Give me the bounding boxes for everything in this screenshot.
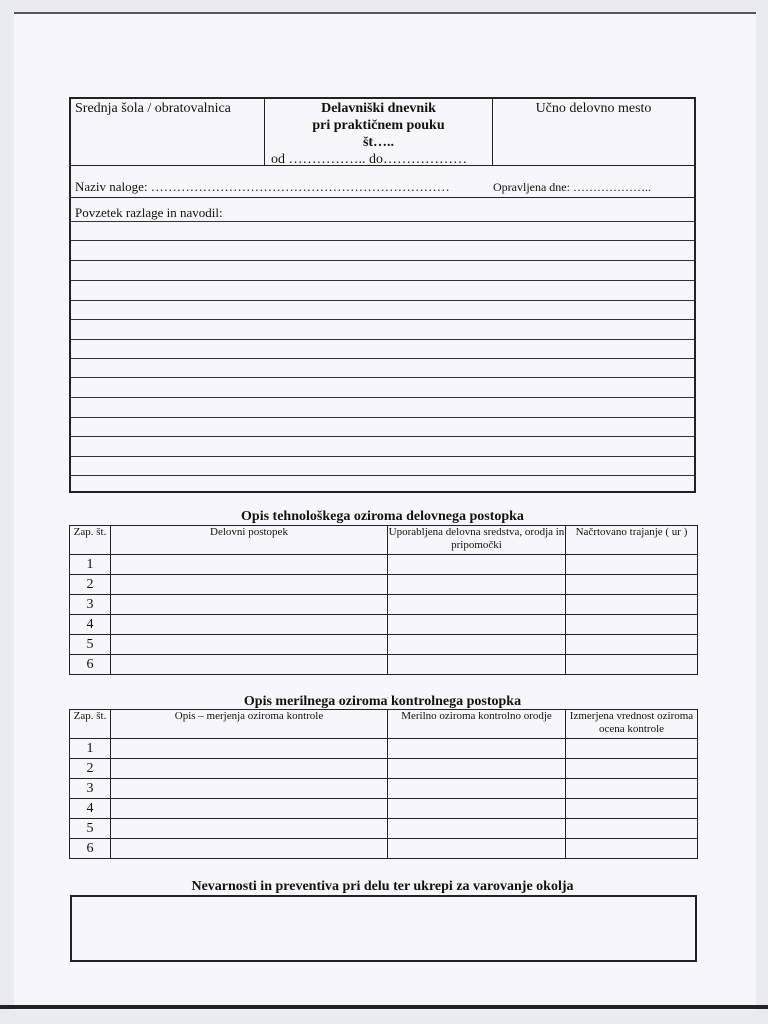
table-cell[interactable] — [566, 555, 698, 575]
ruled-line — [71, 240, 694, 241]
table-cell[interactable] — [566, 839, 698, 859]
tech-col-header: Delovni postopek — [111, 526, 388, 555]
row-number: 3 — [70, 595, 111, 615]
ruled-line — [71, 436, 694, 437]
row-number: 1 — [70, 555, 111, 575]
table-cell[interactable] — [566, 655, 698, 675]
done-days-label: Opravljena dne: ……………….. — [493, 180, 651, 194]
table-cell[interactable] — [111, 739, 388, 759]
table-cell[interactable] — [566, 615, 698, 635]
measure-header-row — [70, 710, 698, 739]
table-cell[interactable] — [388, 819, 566, 839]
table-row — [70, 655, 698, 675]
ruled-line — [71, 397, 694, 398]
ruled-line — [71, 377, 694, 378]
table-cell[interactable] — [388, 615, 566, 635]
table-row — [70, 575, 698, 595]
table-cell[interactable] — [566, 635, 698, 655]
table-cell[interactable] — [566, 575, 698, 595]
table-cell[interactable] — [111, 759, 388, 779]
table-cell[interactable] — [566, 819, 698, 839]
measure-section-title: Opis merilnega oziroma kontrolnega postopka — [243, 694, 522, 709]
hazard-box[interactable] — [70, 895, 697, 962]
tech-col-header: Uporabljena delovna sredstva, orodja in pripomočki — [388, 526, 566, 555]
ruled-line — [71, 339, 694, 340]
ruled-line — [71, 456, 694, 457]
table-cell[interactable] — [111, 555, 388, 575]
school-label: Srednja šola / obratovalnica — [75, 101, 231, 116]
tech-section-title: Opis tehnološkega oziroma delovnega postopka — [241, 509, 524, 524]
tech-table — [69, 525, 698, 675]
scan-edge — [0, 1005, 768, 1009]
table-cell[interactable] — [388, 635, 566, 655]
ruled-line — [71, 221, 694, 222]
diary-title-line1: Delavniški dnevnik — [321, 101, 436, 116]
table-row — [70, 635, 698, 655]
ruled-line — [71, 300, 694, 301]
measure-col-header: Zap. št. — [70, 710, 111, 739]
measure-col-header: Merilno oziroma kontrolno orodje — [388, 710, 566, 739]
task-name-row — [71, 165, 694, 198]
table-cell[interactable] — [388, 839, 566, 859]
ruled-line — [71, 358, 694, 359]
ruled-line — [71, 260, 694, 261]
table-cell[interactable] — [111, 839, 388, 859]
table-row — [70, 615, 698, 635]
ruled-line — [71, 475, 694, 476]
ruled-line — [71, 417, 694, 418]
table-cell[interactable] — [388, 575, 566, 595]
row-number: 2 — [70, 575, 111, 595]
school-cell — [71, 99, 265, 165]
measure-table — [69, 709, 698, 859]
tech-header-row — [70, 526, 698, 555]
table-cell[interactable] — [388, 555, 566, 575]
table-cell[interactable] — [111, 595, 388, 615]
row-number: 1 — [70, 739, 111, 759]
table-cell[interactable] — [111, 799, 388, 819]
hazard-section-title: Nevarnosti in preventiva pri delu ter ukrepi za varovanje okolja — [191, 879, 574, 894]
table-cell[interactable] — [388, 595, 566, 615]
table-cell[interactable] — [566, 759, 698, 779]
table-cell[interactable] — [111, 635, 388, 655]
table-cell[interactable] — [566, 595, 698, 615]
table-row — [70, 799, 698, 819]
table-cell[interactable] — [388, 759, 566, 779]
diary-title-line3: št….. — [362, 135, 395, 150]
summary-label: Povzetek razlage in navodil: — [75, 205, 223, 220]
row-number: 3 — [70, 779, 111, 799]
measure-col-header: Opis – merjenja oziroma kontrole — [111, 710, 388, 739]
table-cell[interactable] — [388, 739, 566, 759]
table-cell[interactable] — [566, 779, 698, 799]
row-number: 4 — [70, 615, 111, 635]
row-number: 5 — [70, 635, 111, 655]
row-number: 4 — [70, 799, 111, 819]
workplace-label: Učno delovno mesto — [535, 101, 652, 116]
table-cell[interactable] — [388, 779, 566, 799]
task-name-label: Naziv naloge: …………………………………………………………… — [75, 179, 450, 194]
table-row — [70, 739, 698, 759]
table-row — [70, 759, 698, 779]
table-cell[interactable] — [111, 575, 388, 595]
measure-col-header: Izmerjena vrednost oziroma ocena kontrole — [566, 710, 698, 739]
table-row — [70, 595, 698, 615]
ruled-line — [71, 280, 694, 281]
tech-col-header: Načrtovano trajanje ( ur ) — [566, 526, 698, 555]
table-cell[interactable] — [388, 799, 566, 819]
workplace-cell — [493, 99, 694, 165]
diary-title-line2: pri praktičnem pouku — [312, 118, 445, 133]
table-row — [70, 779, 698, 799]
row-number: 6 — [70, 655, 111, 675]
row-number: 6 — [70, 839, 111, 859]
table-cell[interactable] — [111, 819, 388, 839]
table-row — [70, 555, 698, 575]
table-cell[interactable] — [111, 655, 388, 675]
table-cell[interactable] — [566, 739, 698, 759]
ruled-line — [71, 319, 694, 320]
table-cell[interactable] — [111, 615, 388, 635]
table-cell[interactable] — [111, 779, 388, 799]
row-number: 2 — [70, 759, 111, 779]
table-row — [70, 819, 698, 839]
diary-title-cell — [265, 99, 493, 165]
tech-col-header: Zap. št. — [70, 526, 111, 555]
header-block — [69, 97, 696, 493]
header-row — [71, 99, 694, 166]
table-cell[interactable] — [388, 655, 566, 675]
table-cell[interactable] — [566, 799, 698, 819]
table-row — [70, 839, 698, 859]
row-number: 5 — [70, 819, 111, 839]
date-range: od …………….. do……………… — [271, 152, 467, 167]
